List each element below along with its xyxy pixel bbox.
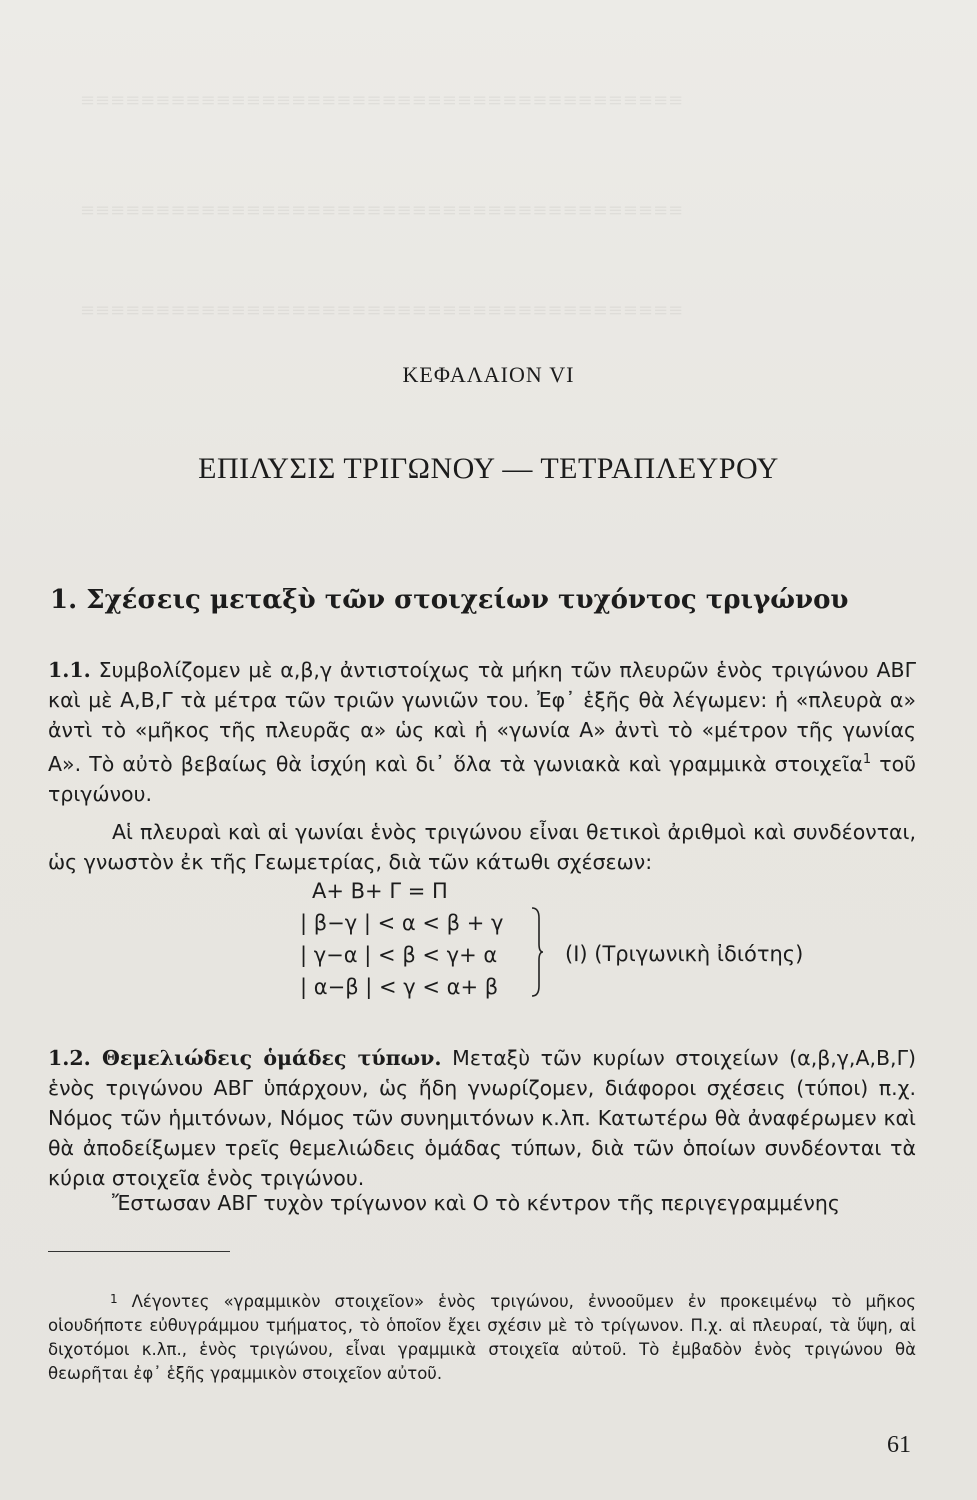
footnote-mark: 1 — [110, 1292, 118, 1306]
equation-label: (Ι) (Τριγωνικὴ ἰδιότης) — [565, 942, 804, 966]
footnote-text: Λέγοντες «γραμμικὸν στοιχεῖον» ἑνὸς τριγώνου, ἐννοοῦμεν ἐν προκειμένῳ τὸ μῆκος οἱουδήποτε εὐθυγράμμου τμήματος, τὸ ὁποῖον ἔχει σχέσιν μὲ τὸ τρίγωνον. Π.χ. αἱ πλευραί, τὰ ὕψη, αἱ διχοτόμοι κ.λπ., ἑνὸς τριγώνου, εἶναι γραμμικὰ στοιχεῖα αὐτοῦ. Τὸ ἐμβαδὸν ἑνὸς τριγώνου θὰ θεωρῆται ἐφ᾽ ἑξῆς γραμμικὸν στοιχεῖον αὐτοῦ. — [48, 1292, 916, 1383]
section-heading: 1. Σχέσεις μεταξὺ τῶν στοιχείων τυχόντος τριγώνου — [50, 585, 849, 615]
footnote-ref: 1 — [862, 752, 872, 767]
right-brace-icon — [530, 906, 544, 998]
equation-angle-sum: Α+ Β+ Γ = Π — [312, 879, 448, 903]
footnote-divider — [48, 1251, 230, 1252]
equation-inequality-b: | γ−α | < β < γ+ α — [300, 943, 498, 967]
paragraph-number: 1.1. — [48, 658, 91, 682]
chapter-label: ΚΕΦΑΛΑΙΟΝ VI — [402, 362, 575, 387]
bleed-through-texture: ≡≡≡≡≡≡≡≡≡≡≡≡≡≡≡≡≡≡≡≡≡≡≡≡≡≡≡≡≡≡≡≡≡≡≡≡≡≡≡≡ — [80, 90, 684, 111]
paragraph-text: Μεταξὺ τῶν κυρίων στοιχείων (α,β,γ,Α,Β,Γ) ἑνὸς τριγώνου ΑΒΓ ὑπάρχουν, ὡς ἤδη γνωρίζομεν, διάφοροι σχέσεις (τύποι) π.χ. Νόμος τῶν ἡμιτόνων, Νόμος τῶν συνημιτόνων κ.λπ. Κατωτέρω θὰ ἀναφέρωμεν καὶ θὰ ἀποδείξωμεν τρεῖς θεμελιώδεις ὁμάδας τύπων, διὰ τῶν ὁποίων συνδέονται τὰ κύρια στοιχεῖα ἑνὸς τριγώνου. — [48, 1046, 916, 1190]
page-number: 61 — [887, 1432, 911, 1458]
paragraph-4: Ἔστωσαν ΑΒΓ τυχὸν τρίγωνον καὶ Ο τὸ κέντρον τῆς περιγεγραμμένης — [112, 1191, 840, 1215]
subsection-heading: 1.2. Θεμελιώδεις ὁμάδες τύπων. — [48, 1046, 442, 1070]
equation-inequality-a: | β−γ | < α < β + γ — [300, 911, 504, 935]
bleed-through-texture: ≡≡≡≡≡≡≡≡≡≡≡≡≡≡≡≡≡≡≡≡≡≡≡≡≡≡≡≡≡≡≡≡≡≡≡≡≡≡≡≡ — [80, 200, 684, 221]
equation-inequality-c: | α−β | < γ < α+ β — [300, 975, 499, 999]
paragraph-1-1 — [48, 655, 916, 809]
footnote — [48, 1287, 916, 1386]
chapter-title: ΕΠΙΛΥΣΙΣ ΤΡΙΓΩΝΟΥ — ΤΕΤΡΑΠΛΕΥΡΟΥ — [198, 452, 779, 485]
paragraph-text: Συμβολίζομεν μὲ α,β,γ ἀντιστοίχως τὰ μήκη τῶν πλευρῶν ἑνὸς τριγώνου ΑΒΓ καὶ μὲ Α,Β,Γ τὰ μέτρα τῶν τριῶν γωνιῶν του. Ἐφ᾽ ἑξῆς θὰ λέγωμεν: ἡ «πλευρὰ α» ἀντὶ τὸ «μῆκος τῆς πλευρᾶς α» ὡς καὶ ἡ «γωνία Α» ἀντὶ τὸ «μέτρον τῆς γωνίας Α». Τὸ αὐτὸ βεβαίως θὰ ἰσχύη καὶ δι᾽ ὅλα τὰ γωνιακὰ καὶ γραμμικὰ στοιχεῖα — [48, 658, 916, 776]
paragraph-2: Αἱ πλευραὶ καὶ αἱ γωνίαι ἑνὸς τριγώνου εἶναι θετικοὶ ἀριθμοὶ καὶ συνδέονται, ὡς γνωστὸν ἐκ τῆς Γεωμετρίας, διὰ τῶν κάτωθι σχέσεων: — [48, 820, 916, 874]
paragraph-1-2 — [48, 1043, 916, 1193]
paragraph-text-end: τοῦ τριγώνου. — [48, 751, 916, 806]
bleed-through-texture: ≡≡≡≡≡≡≡≡≡≡≡≡≡≡≡≡≡≡≡≡≡≡≡≡≡≡≡≡≡≡≡≡≡≡≡≡≡≡≡≡ — [80, 300, 684, 321]
